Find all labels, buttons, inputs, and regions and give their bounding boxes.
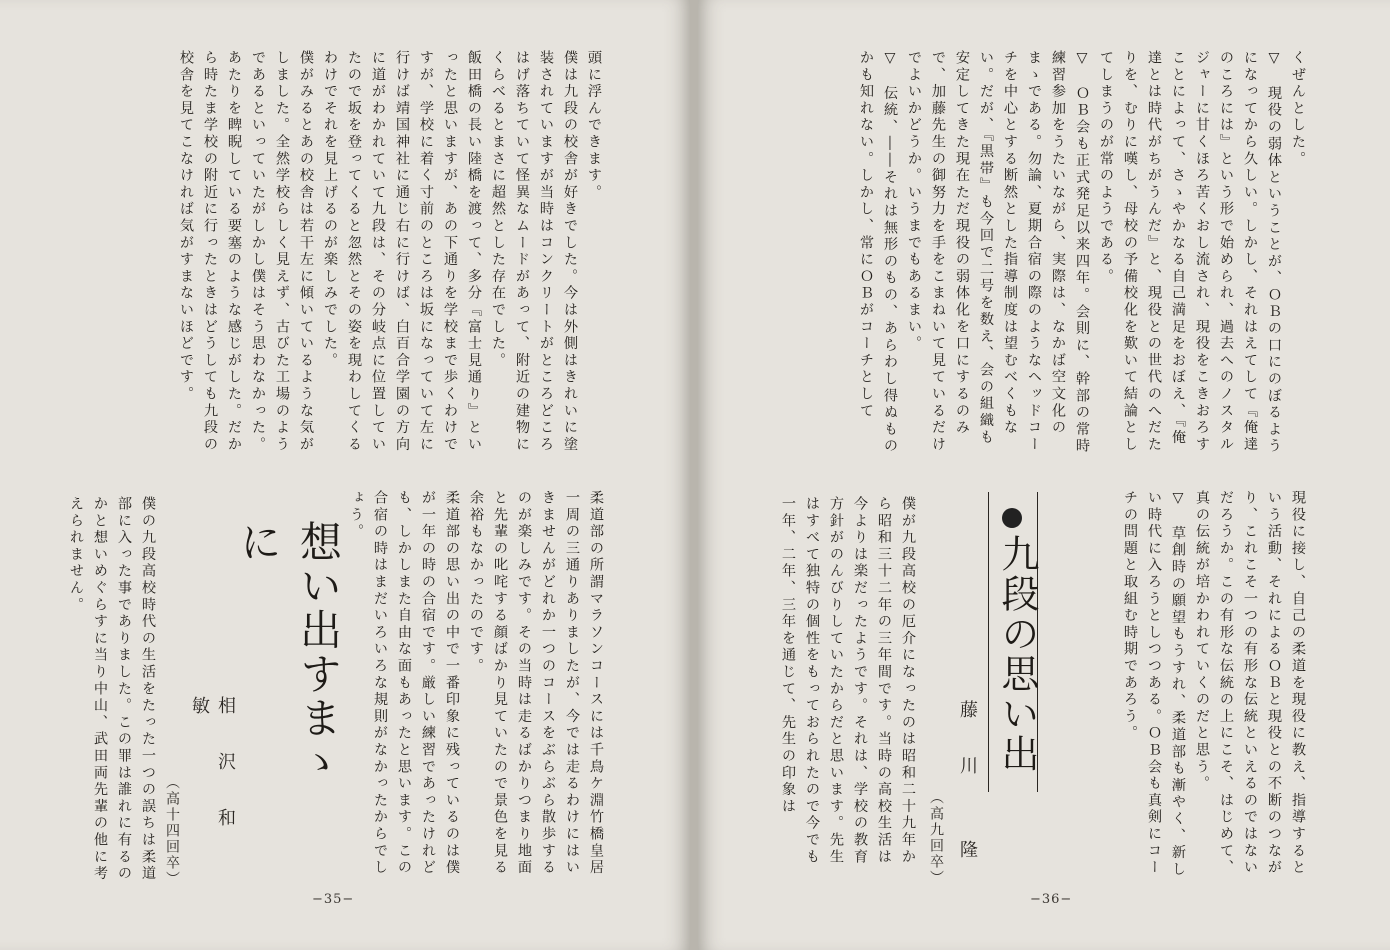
text-paragraph: ▽ 伝統、――それは無形のもの、あらわし得ぬものかも知れない。しかし、常にＯＢがコーチとして: [858, 50, 898, 455]
text-paragraph: ▽ 現役の弱体ということが、ＯＢの口にのぼるようになってから久しい。しかし、それはえてして『俺達のころには』という形で始められ、過去へのノスタルジャーに甘くほろ苦くおし流され、現役をこきおろすことによって、さゝやかなる自己満足をおぼえ、『俺達とは時代がちがうんだ』と、現役との世代のへだたりを、むりに嘆し、母校の予備校化を歎いて結論としてしまうのが常のようである。: [1098, 50, 1282, 455]
page-number-right: −36−: [1030, 892, 1073, 907]
page-number-left: −35−: [312, 892, 355, 907]
right-upper-text: [770, 50, 1310, 460]
essay-author: 藤 川 隆: [957, 700, 978, 868]
right-lower-continuation: [1085, 490, 1310, 880]
left-lower-text: [322, 490, 608, 880]
left-upper-text: [58, 50, 606, 455]
text-paragraph: 僕が九段高校の厄介になったのは昭和二十九年から昭和三十二年の三年間です。当時の高校生活は今よりは楽だったようです。それは、学校の教育方針がのんびりしていたからだと思います。先生はすべて独特の個性をもっておられたので今でも一年、二年、三年を通じて、先生の印象は: [780, 496, 916, 866]
text-paragraph: 僕は九段の校舎が好きでした。今は外側はきれいに塗装されていますが当時はコンクリートがところどころはげ落ちていて怪異なムードがあって、附近の建物にくらべるとまさに超然とした存在でした。: [490, 50, 578, 454]
text-paragraph: ▽ ＯＢ会も正式発足以来四年。会則に、幹部の常時練習参加をうたいながら、実際は、なかば空文化のまゝである。勿論、夏期合宿の際のようなヘッドコーチを中心とする断然とした指導制度は望むべくもない。だが、『黒帯』も今回で二号を数え、会の組織も安定してきた現在ただ現役の弱体化を口にするのみで、加藤先生の御努力を手をこまねいて見ているだけでよいかどうか。いうまでもあるまい。: [906, 50, 1090, 455]
essay-author: 相 沢 和 敏: [189, 696, 236, 864]
essay-title: 九段の思い出: [995, 534, 1039, 774]
text-paragraph: 頭に浮んできます。: [586, 50, 602, 202]
right-essay-body: [770, 496, 920, 882]
text-paragraph: くぜんとした。: [1290, 50, 1306, 168]
text-paragraph: 僕がみるとあの校舎は若干左に傾いているような気がしました。全然学校らしく見えず、古びた工場のようであるといっていたがしかし僕はそう思わなかった。あたりを睥睨している要塞のような感じがした。だから時たま学校の附近に行ったときはどうしても九段の校舎を見てこなければ気がすまないほどです。: [178, 50, 314, 454]
essay-title: 想い出すまゝに: [234, 520, 343, 784]
page-gutter: [690, 0, 698, 950]
essay-author-grade: （高九回卒）: [928, 790, 944, 886]
bullet-icon: [1002, 508, 1022, 528]
essay-author-grade: （高十四回卒）: [164, 775, 180, 887]
text-paragraph: 僕の九段高校時代の生活をたった一つの誤ちは柔道部に入った事でありました。この罪は誰れに有るのかと想いめぐらすに当り中山、武田両先輩の他に考えられません。: [68, 496, 156, 883]
text-paragraph: ▽ 草創時の願望もうすれ、柔道部も漸やく、新しい時代に入ろうとしつつある。ＯＢ会も真剣にコーチの問題と取組む時期であろう。: [1122, 490, 1186, 879]
text-paragraph: 飯田橋の長い陸橋を渡って、多分『富士見通り』といったと思いますが、あの下通りを学校まで歩くわけですが、学校に着く寸前のところは坂になっていて左に行けば靖国神社に通じ右に行けば、白百合学園の方向に道がわかれていて九段は、その分岐点に位置していたので坂を登ってくると忽然とその姿を現わしてくるわけでそれを見上げるのが楽しみでした。: [322, 50, 482, 454]
left-essay-body: [58, 496, 160, 886]
text-paragraph: 現役に接し、自己の柔道を現役に教え、指導するという活動、それによるＯＢと現役との不断のつながり、これこそ一つの有形な伝統といえるのではないだろうか。この有形な伝統の上にこそ、はじめて、真の伝統が培かわれていくのだと思う。: [1194, 490, 1306, 877]
text-paragraph: 柔道部の所謂マラソンコースには千鳥ケ淵竹橋皇居一周の三通りありましたが、今では走るわけにはいきませんがどれか一つのコースをぶらぶら散歩するのが楽しみです。その当時は走るばかりつまり地面と先輩の叱咤する顔ばかり見ていたので景色を見る余裕もなかったのです。: [468, 490, 604, 877]
text-paragraph: 柔道部の思い出の中で一番印象に残っているのは僕が一年の時の合宿です。厳しい練習であったけれども、しかしまた自由な面もあったと思います。この合宿の時はまだいろいろな規則がなかったからでしょう。: [348, 490, 460, 877]
